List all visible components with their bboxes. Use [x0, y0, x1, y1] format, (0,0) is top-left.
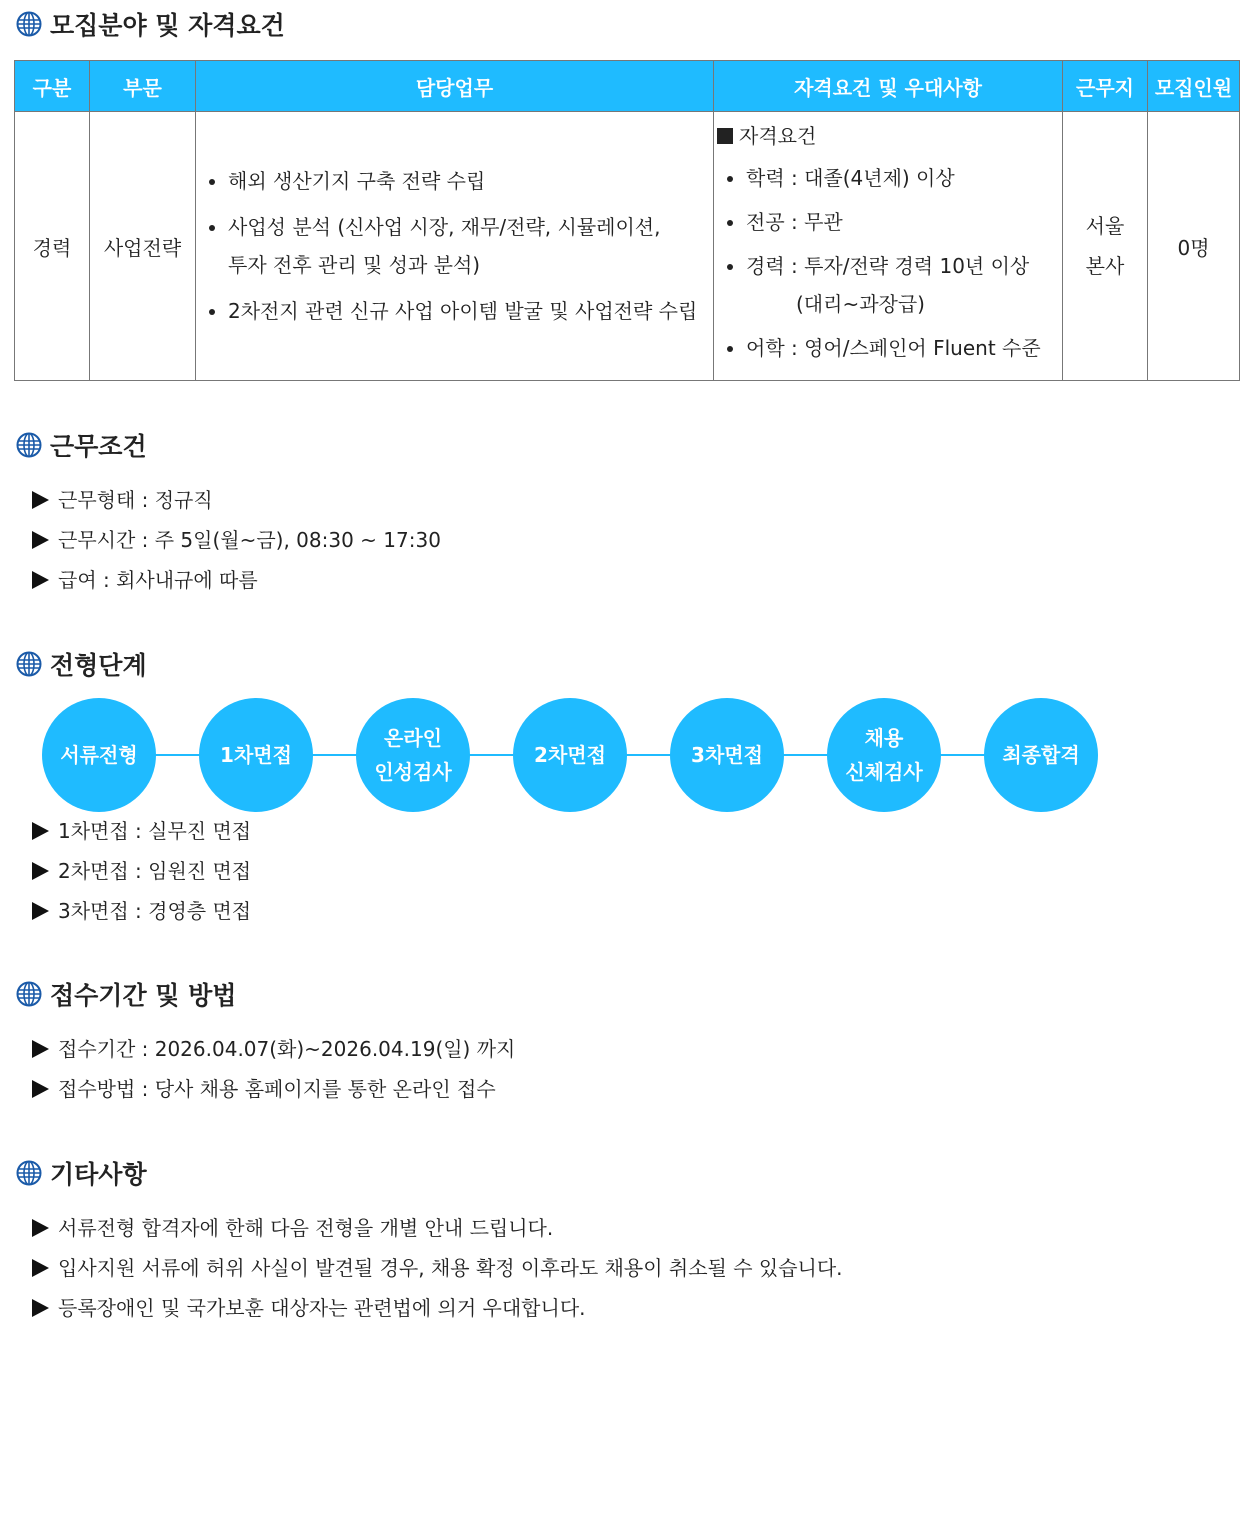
list-item: 3차면접 : 경영층 면접	[32, 891, 251, 931]
qual-item: • 전공 : 무관	[746, 203, 1062, 241]
list-item: 접수기간 : 2026.04.07(화)~2026.04.19(일) 까지	[32, 1029, 515, 1069]
qual-item: • 경력 : 투자/전략 경력 10년 이상 (대리~과장급)	[746, 247, 1062, 323]
qual-item: • 어학 : 영어/스페인어 Fluent 수준	[746, 329, 1062, 367]
header-qualifications: 자격요건 및 우대사항	[714, 61, 1063, 112]
table-header-row	[15, 61, 1240, 112]
triangle-right-icon	[32, 862, 49, 880]
section-title-text: 모집분야 및 자격요건	[50, 11, 285, 40]
notes-list	[32, 1208, 843, 1328]
conditions-list	[32, 480, 441, 600]
process-steps	[42, 698, 1102, 812]
list-item: 입사지원 서류에 허위 사실이 발견될 경우, 채용 확정 이후라도 채용이 취소될 수 있습니다.	[32, 1248, 843, 1288]
triangle-right-icon	[32, 1299, 49, 1317]
square-icon	[717, 128, 733, 144]
section-title-text: 근무조건	[50, 432, 147, 461]
qual-heading: 자격요건	[714, 119, 1062, 153]
duty-item: • 사업성 분석 (신사업 시장, 재무/전략, 시뮬레이션, 투자 전후 관리 및 성과 분석)	[228, 208, 713, 284]
section-title-application	[16, 976, 236, 1012]
cell-location: 서울 본사	[1063, 112, 1148, 381]
table-row	[15, 112, 1240, 381]
step-circle: 2차면접	[513, 698, 627, 812]
globe-icon	[16, 11, 42, 37]
step-circle: 채용 신체검사	[827, 698, 941, 812]
header-department: 부문	[90, 61, 196, 112]
header-category: 구분	[15, 61, 90, 112]
triangle-right-icon	[32, 531, 49, 549]
globe-icon	[16, 981, 42, 1007]
list-item: 급여 : 회사내규에 따름	[32, 560, 441, 600]
section-title-recruitment	[16, 6, 285, 42]
cell-department: 사업전략	[90, 112, 196, 381]
triangle-right-icon	[32, 571, 49, 589]
application-list	[32, 1029, 515, 1109]
header-duties: 담당업무	[196, 61, 714, 112]
list-item: 등록장애인 및 국가보훈 대상자는 관련법에 의거 우대합니다.	[32, 1288, 843, 1328]
list-item: 서류전형 합격자에 한해 다음 전형을 개별 안내 드립니다.	[32, 1208, 843, 1248]
globe-icon	[16, 432, 42, 458]
globe-icon	[16, 1160, 42, 1186]
triangle-right-icon	[32, 822, 49, 840]
triangle-right-icon	[32, 1080, 49, 1098]
list-item: 1차면접 : 실무진 면접	[32, 811, 251, 851]
header-headcount: 모집인원	[1148, 61, 1240, 112]
cell-qualifications	[714, 112, 1063, 381]
duty-item: • 2차전지 관련 신규 사업 아이템 발굴 및 사업전략 수립	[228, 292, 713, 330]
section-title-conditions	[16, 427, 147, 463]
section-title-process	[16, 646, 147, 682]
triangle-right-icon	[32, 491, 49, 509]
section-title-notes	[16, 1155, 147, 1191]
recruitment-table	[14, 60, 1240, 381]
list-item: 근무시간 : 주 5일(월~금), 08:30 ~ 17:30	[32, 520, 441, 560]
duty-item: • 해외 생산기지 구축 전략 수립	[228, 162, 713, 200]
step-circle: 서류전형	[42, 698, 156, 812]
section-title-text: 접수기간 및 방법	[50, 981, 237, 1010]
cell-headcount: 0명	[1148, 112, 1240, 381]
section-title-text: 전형단계	[50, 651, 147, 680]
list-item: 접수방법 : 당사 채용 홈페이지를 통한 온라인 접수	[32, 1069, 515, 1109]
triangle-right-icon	[32, 1259, 49, 1277]
triangle-right-icon	[32, 902, 49, 920]
list-item: 근무형태 : 정규직	[32, 480, 441, 520]
list-item: 2차면접 : 임원진 면접	[32, 851, 251, 891]
step-circle: 온라인 인성검사	[356, 698, 470, 812]
cell-category: 경력	[15, 112, 90, 381]
cell-duties	[196, 112, 714, 381]
qual-item: • 학력 : 대졸(4년제) 이상	[746, 159, 1062, 197]
step-circle: 3차면접	[670, 698, 784, 812]
globe-icon	[16, 651, 42, 677]
triangle-right-icon	[32, 1040, 49, 1058]
header-location: 근무지	[1063, 61, 1148, 112]
process-list	[32, 811, 251, 931]
triangle-right-icon	[32, 1219, 49, 1237]
step-circle: 최종합격	[984, 698, 1098, 812]
section-title-text: 기타사항	[50, 1160, 147, 1189]
step-circle: 1차면접	[199, 698, 313, 812]
